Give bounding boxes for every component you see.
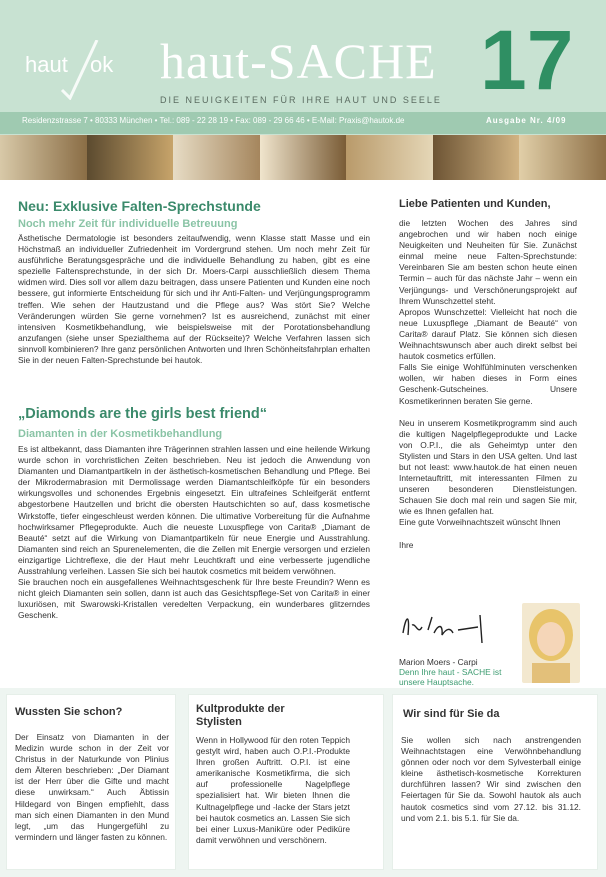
- letter-body: [399, 218, 577, 551]
- logo-text-left: haut: [25, 52, 68, 77]
- box3-body: Sie wollen sich nach anstrengenden Weihnachtstagen eine Verwöhnbehandlung gönnen oder noch vor dem Sylvesterball einige kleine ästhetisch-kosmetische Korrekturen durchführen lassen? Wir sind zwischen den Feiertagen für Sie da. Sowohl hautok als auch hautok cosmetics sind vom 27.12. bis 31.12. und vom 2.1. bis 5.1. für Sie da.: [401, 735, 581, 823]
- article1-body: Ästhetische Dermatologie ist besonders zeitaufwendig, wenn Klasse statt Masse und ein Höchstmaß an individueller Zufriedenheit im Vordergrund stehen. Um noch mehr Zeit für ausführliche Beratungsgespräche und die individuelle Behandlung zu haben, gibt es eine spezielle Faltensprechstunde, in der sich Dr. Moers-Carpi ausschließlich diesem Thema widmen wird. Dies soll vor allem dazu beitragen, dass unsere Patienten und Kunden eine noch bessere, gut informierte Entscheidung für sich und ihr Anti-Falten- und Verjüngungsprogramm treffen. Wie sehen der Hautzustand und die Pflege aus? Was stört Sie? Welche Veränderungen würden Sie gerne vornehmen? Ist es ausreichend, zunächst mit einer intensiven Kosmetikbehandlung, wie beispielsweise mit der Porotationsbehandlung anzufangen (siehe unser Spezialthema auf der Rückseite)? Welche Verfahren lassen sich sinnvoll kombinieren? Ihre ganz persönlichen Antworten und Ihren Schönheitsfahrplan erhalten Sie in der neuen Falten-Sprechstunde bei hautok.: [18, 233, 370, 366]
- issue-number: 17: [480, 13, 574, 107]
- handwritten-signature-icon: [398, 605, 518, 645]
- hautok-logo: [22, 40, 132, 100]
- article2-title: „Diamonds are the girls best friend“: [18, 406, 267, 422]
- newsletter-title: haut-SACHE: [160, 33, 437, 89]
- box3-title: Wir sind für Sie da: [403, 708, 500, 720]
- letter-paragraph-4: Neu in unserem Kosmetikprogramm sind auch die kultigen Nagelpflegeprodukte und Lacke von O.P.I., die als Geheimtyp unter den Stylisten und Stars in den USA gelten. Und last but not least: www.hautok.de hat einen neuen Internetauftritt, mit interessanten Filmen zu unseren besonderen Dienstleistungen. Schauen Sie doch mal rein und sagen Sie mir, wie es Ihnen gefallen hat.: [399, 417, 577, 517]
- letter-paragraph-3: Falls Sie einige Wohlfühlminuten verschenken wollen, wir haben dieses in Form eines Geschenk-Gutscheines. Unsere Kosmetikerinnen beraten Sie gerne.: [399, 362, 577, 406]
- banner-photo-2: [87, 135, 174, 180]
- letter-paragraph-2: Apropos Wunschzettel: Vielleicht hat noch die neue Luxuspflege „Diamant de Beauté“ von Carita® darauf Platz. Sie können sich diesen Weihnachtswunsch aber auch direkt selbst bei hautok cosmetics erfüllen.: [399, 306, 577, 362]
- box1-title: Wussten Sie schon?: [15, 706, 123, 718]
- article1-subtitle: Noch mehr Zeit für individuelle Betreuung: [18, 218, 238, 230]
- article2-body: [18, 444, 370, 622]
- contact-address: Residenzstrasse 7 • 80333 München • Tel.: 089 - 22 28 19 • Fax: 089 - 29 66 46 • E-Mail: Praxis@hautok.de: [22, 116, 405, 125]
- letter-paragraph-6: Ihre: [399, 539, 414, 550]
- article2-subtitle: Diamanten in der Kosmetikbehandlung: [18, 428, 223, 440]
- box2-title: Kultprodukte der Stylisten: [196, 703, 285, 728]
- letter-paragraph-1: die letzten Wochen des Jahres sind angebrochen und wir haben noch einige Neuigkeiten und Neuheiten für Sie. Zunächst einmal meine neue Falten-Sprechstunde: Vereinbaren Sie am besten schon heute einen Termin – auch für das nächste Jahr – wenn ein Verjüngungs- und Verschönerungsprojekt auf Ihrem Wunschzettel steht.: [399, 218, 577, 306]
- signature-note: Denn Ihre haut - SACHE ist unsere Hauptsache.: [399, 667, 502, 687]
- box1-body: Der Einsatz von Diamanten in der Medizin wurde schon in der Zeit vor Christus in der Naturkunde von Plinius dem Älteren beschrieben: „Der Diamant ist der Herr über die Gifte und macht diese unwirksam.“ Auch Äbtissin Hildegard von Bingen empfiehlt, dass man sich einen Diamanten in den Mund legt, „um das Hungergefühl zu vermindern und länger fasten zu können.: [15, 732, 169, 842]
- banner-photo-4: [260, 135, 347, 180]
- newsletter-subtitle: DIE NEUIGKEITEN FÜR IHRE HAUT UND SEELE: [160, 95, 442, 105]
- banner-photo-1: [0, 135, 87, 180]
- edition-label: Ausgabe Nr. 4/09: [486, 116, 567, 125]
- article1-title: Neu: Exklusive Falten-Sprechstunde: [18, 198, 261, 214]
- banner-photo-3: [173, 135, 260, 180]
- box2-body: Wenn in Hollywood für den roten Teppich gestylt wird, haben auch O.P.I.-Produkte Ihren großen Auftritt. O.P.I. ist eine amerikanische Kosmetikfirma, die sich auf professionelle Nagelpflege spezialisiert hat. Wir bieten Ihnen die Kultnagelpflege und -lacke der Stars jetzt bei hautok cosmetics an. Lassen Sie sich bei einer Luxus-Maniküre oder Pediküre damit verwöhnen und verschönern.: [196, 735, 350, 845]
- letter-title: Liebe Patienten und Kunden,: [399, 198, 551, 210]
- article2-paragraph-1: Es ist altbekannt, dass Diamanten ihre Trägerinnen strahlen lassen und eine heilende Wirkung wurde schon in vorchristlichen Zeiten beschrieben. Neu ist jedoch die Anwendung von Diamanten und Diamantpartikeln in der ästhetisch-kosmetischen Behandlung und Pflege. Bei der Mikrodermabrasion mit Dermolissage werden Diamantschleifköpfe für ein besonders wirkungsvolles und schonendes Ergebnis eingesetzt. Ein ultrafeines Schleifgerät entfernt abgestorbene Hautzellen und bricht die obersten Hautschichten so auf, dass kosmetische Wirkstoffe, tiefer eingeschleust werden können. Die ultimative Vorbereitung für die Aufnahme hochwirksamer Pflegeprodukte. Auch die neueste Luxuspflege von Carita® „Diamant de Beauté“ setzt auf die Wirkung von Diamantpartikeln für neue Energie und Ausstrahlung. Diamanten sind reich an Spurenelementen, die die Zellen mit Energie versorgen und erzielen einzigartige Lichtreflexe, die der Haut mehr Leuchtkraft und eine verbesserte jugendliche Ausstrahlung verleihen. Lassen Sie sich bei hautok cosmetics mit beidem verwöhnen.: [18, 444, 370, 577]
- banner-photo-6: [433, 135, 520, 180]
- letter-paragraph-5: Eine gute Vorweihnachtszeit wünscht Ihnen: [399, 517, 561, 528]
- article2-paragraph-2: Sie brauchen noch ein ausgefallenes Weihnachtsgeschenk für Ihre beste Freundin? Wenn es nicht gleich Diamanten sein sollen, dann ist auch das Gesichtspflege-Set von Carita® in einer luxuriösen, mit Swarowski-Kristallen veredelten Verpackung, ein wunderbares glitzerndes Geschenk.: [18, 577, 370, 621]
- banner-photo-7: [519, 135, 606, 180]
- signature-block: [399, 657, 584, 687]
- banner-photo-5: [346, 135, 433, 180]
- signature-name: Marion Moers - Carpi: [399, 657, 478, 667]
- photo-banner: [0, 135, 606, 180]
- logo-text-right: ok: [90, 52, 114, 77]
